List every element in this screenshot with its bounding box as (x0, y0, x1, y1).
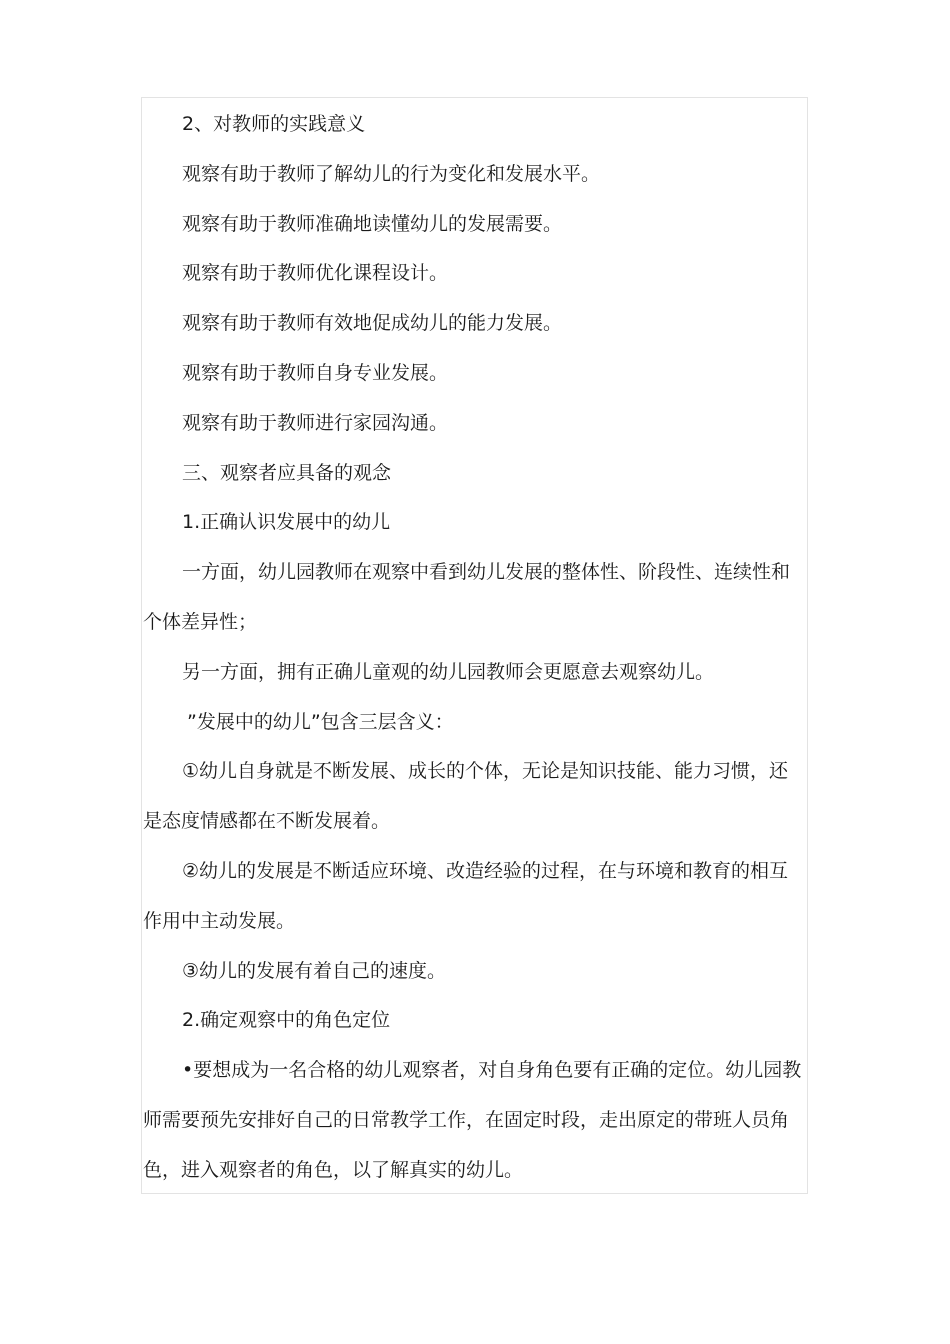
paragraph: 观察有助于教师有效地促成幼儿的能力发展。 (182, 312, 563, 335)
section-heading-practice: 2、对教师的实践意义 (182, 113, 366, 135)
paragraph: 观察有助于教师自身专业发展。 (182, 361, 449, 384)
paragraph: 观察有助于教师进行家园沟通。 (182, 411, 449, 434)
list-item: ①幼儿自身就是不断发展、成长的个体，无论是知识技能、能力习惯，还是态度情感都在不断发展着。 (143, 760, 789, 833)
paragraph: ”发展中的幼儿”包含三层含义： (187, 710, 454, 733)
paragraph: 观察有助于教师优化课程设计。 (182, 262, 449, 285)
bullet-paragraph: •要想成为一名合格的幼儿观察者，对自身角色要有正确的定位。幼儿园教师需要预先安排好自己的日常教学工作，在固定时段，走出原定的带班人员角色，进入观察者的角色，以了解真实的幼儿。 (143, 1059, 802, 1181)
paragraph: 观察有助于教师了解幼儿的行为变化和发展水平。 (182, 162, 601, 185)
list-item: ②幼儿的发展是不断适应环境、改造经验的过程，在与环境和教育的相互作用中主动发展。 (143, 859, 789, 932)
section-heading-observer: 三、观察者应具备的观念 (182, 461, 392, 484)
paragraph: 另一方面，拥有正确儿童观的幼儿园教师会更愿意去观察幼儿。 (182, 660, 715, 683)
paragraph: 一方面，幼儿园教师在观察中看到幼儿发展的整体性、阶段性、连续性和个体差异性； (143, 561, 791, 633)
subheading: 2.确定观察中的角色定位 (182, 1009, 391, 1032)
list-item: ③幼儿的发展有着自己的速度。 (182, 959, 447, 982)
subheading: 1.正确认识发展中的幼儿 (182, 511, 391, 534)
paragraph: 观察有助于教师准确地读懂幼儿的发展需要。 (182, 212, 563, 235)
document-body (143, 100, 805, 1196)
